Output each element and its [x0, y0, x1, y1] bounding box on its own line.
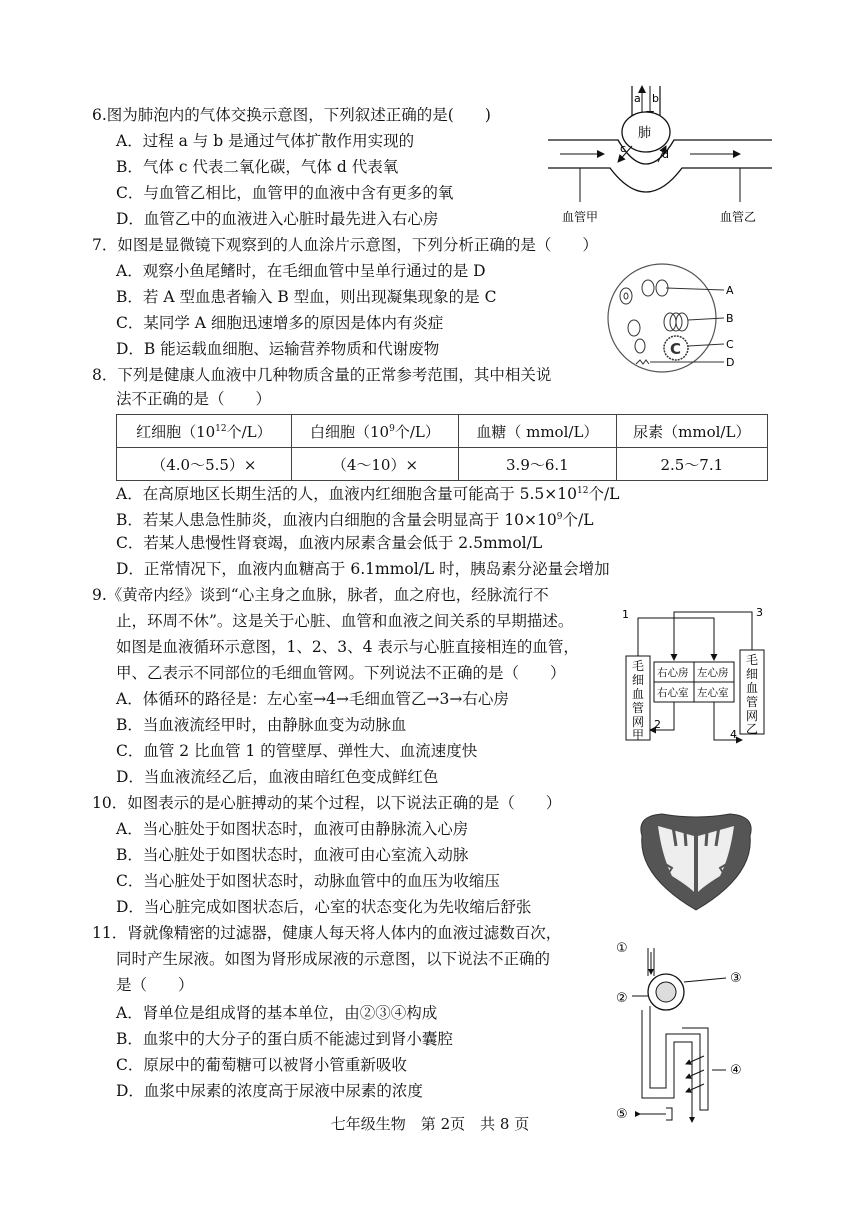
page-footer: 七年级生物 第 2页 共 8 页	[330, 1115, 530, 1133]
net-yi-char-6: 乙	[746, 722, 759, 736]
marker-5: ⑤	[616, 1107, 628, 1122]
marker-4: ④	[730, 1063, 742, 1078]
value-glucose: 3.9～6.1	[459, 448, 616, 481]
net-yi-char-3: 血	[746, 681, 759, 695]
q7-option-c: C．某同学 A 细胞迅速增多的原因是体内有炎症	[116, 314, 444, 332]
vessel-2: 2	[654, 718, 661, 731]
q11-option-d: D．血浆中尿素的浓度高于尿液中尿素的浓度	[116, 1082, 423, 1100]
net-jia-char-3: 血	[632, 687, 645, 701]
q8-stem-line2: 法不正确的是（ ）	[116, 390, 272, 408]
net-jia-char-5: 网	[632, 715, 645, 729]
q6-option-d: D．血管乙中的血液进入心脏时最先进入右心房	[116, 210, 439, 228]
reference-range-table	[116, 414, 768, 481]
label-C: C	[726, 338, 734, 351]
q11-option-b: B．血浆中的大分子的蛋白质不能滤过到肾小囊腔	[116, 1030, 453, 1048]
label-vessel-jia: 血管甲	[562, 210, 599, 224]
net-yi-char-5: 网	[746, 709, 759, 723]
q9-option-b: B．当血液流经甲时，由静脉血变为动脉血	[116, 716, 407, 734]
q8-option-c: C．若某人患慢性肾衰竭，血液内尿素含量会低于 2.5mmol/L	[116, 534, 543, 552]
value-urea: 2.5～7.1	[616, 448, 767, 481]
q11-stem-line1: 11．肾就像精密的过滤器，健康人每天将人体内的血液过滤数百次，	[92, 924, 562, 942]
q6-option-b: B．气体 c 代表二氧化碳，气体 d 代表氧	[116, 158, 399, 176]
cell-c-glyph: C	[670, 340, 682, 358]
label-D: D	[726, 356, 735, 369]
vessel-4: 4	[730, 728, 737, 741]
net-yi-char-1: 毛	[746, 653, 759, 667]
label-a: a	[634, 92, 641, 105]
table-value-row	[117, 448, 768, 481]
q10-stem: 10．如图表示的是心脏搏动的某个过程，以下说法正确的是（ ）	[92, 794, 562, 812]
q11-stem-line3: 是（ ）	[116, 976, 194, 994]
net-yi-char-4: 管	[746, 695, 759, 709]
left-ventricle: 左心室	[697, 687, 729, 699]
label-d: d	[662, 148, 669, 161]
left-atrium: 左心房	[697, 667, 729, 679]
value-wbc: （4～10）×	[291, 448, 458, 481]
marker-3: ③	[730, 971, 742, 986]
q6-stem: 6.图为肺泡内的气体交换示意图，下列叙述正确的是( )	[92, 106, 491, 124]
q10-option-c: C．当心脏处于如图状态时，动脉血管中的血压为收缩压	[116, 872, 500, 890]
q10-option-b: B．当心脏处于如图状态时，血液可由心室流入动脉	[116, 846, 469, 864]
net-jia-char-4: 管	[632, 701, 645, 715]
alveolus-gas-exchange-figure	[540, 78, 780, 228]
q7-option-a: A．观察小鱼尾鳍时，在毛细血管中呈单行通过的是 D	[116, 262, 486, 280]
header-wbc: 白细胞（$10^9$个/L）	[291, 415, 458, 448]
right-atrium: 右心房	[657, 667, 689, 679]
q7-option-b: B．若 A 型血患者输入 B 型血，则出现凝集现象的是 C	[116, 288, 497, 306]
header-glucose: 血糖（ mmol/L）	[459, 415, 616, 448]
vessel-3: 3	[756, 606, 763, 619]
marker-1: ①	[616, 941, 628, 956]
q7-option-d: D．B 能运载血细胞、运输营养物质和代谢废物	[116, 340, 440, 358]
q10-option-d: D．当心脏完成如图状态后，心室的状态变化为先收缩后舒张	[116, 898, 532, 916]
right-ventricle: 右心室	[657, 687, 689, 699]
net-jia-char-1: 毛	[632, 659, 645, 673]
q8-option-d: D．正常情况下，血液内血糖高于 6.1mmol/L 时，胰岛素分泌量会增加	[116, 560, 610, 578]
header-rbc: 红细胞（$10^{12}$个/L）	[117, 415, 292, 448]
q9-stem-line2: 止，环周不休”。这是关于心脏、血管和血液之间关系的早期描述。	[116, 612, 574, 630]
q9-option-a: A．体循环的路径是：左心室→4→毛细血管乙→3→右心房	[116, 690, 509, 708]
nephron-figure	[612, 938, 762, 1132]
q9-stem-line3: 如图是血液循环示意图，1、2、3、4 表示与心脏直接相连的血管，	[116, 638, 579, 656]
vessel-1: 1	[622, 608, 629, 621]
label-lung: 肺	[638, 126, 652, 141]
label-B: B	[726, 312, 734, 325]
q11-stem-line2: 同时产生尿液。如图为肾形成尿液的示意图，以下说法不正确的	[116, 950, 551, 968]
blood-smear-figure	[600, 258, 760, 378]
q9-stem-line1: 9.《黄帝内经》谈到“心主身之血脉，脉者，血之府也，经脉流行不	[92, 586, 549, 604]
q8-option-b: B．若某人患急性肺炎，血液内白细胞的含量会明显高于 $10\times 10^9$个/L	[116, 511, 594, 530]
net-yi-char-2: 细	[746, 667, 759, 681]
q6-option-c: C．与血管乙相比，血管甲的血液中含有更多的氧	[116, 184, 454, 202]
q7-stem: 7．如图是显微镜下观察到的人血涂片示意图，下列分析正确的是（ ）	[92, 236, 598, 254]
marker-2: ②	[616, 991, 628, 1006]
net-jia-char-2: 细	[632, 673, 645, 687]
q9-option-c: C．血管 2 比血管 1 的管壁厚、弹性大、血流速度快	[116, 742, 478, 760]
q8-stem-line1: 8．下列是健康人血液中几种物质含量的正常参考范围，其中相关说	[92, 366, 552, 384]
q9-option-d: D．当血液流经乙后，血液由暗红色变成鲜红色	[116, 768, 439, 786]
heart-beat-figure	[632, 806, 760, 916]
q8-option-a: A．在高原地区长期生活的人，血液内红细胞含量可能高于 $5.5\times 10^{12}$个/L	[116, 485, 620, 504]
label-vessel-yi: 血管乙	[720, 210, 757, 224]
q6-option-a: A．过程 a 与 b 是通过气体扩散作用实现的	[116, 132, 415, 150]
q10-option-a: A．当心脏处于如图状态时，血液可由静脉流入心房	[116, 820, 469, 838]
net-jia-char-6: 甲	[632, 728, 645, 742]
value-rbc: （4.0～5.5）×	[117, 448, 292, 481]
label-A: A	[726, 284, 734, 297]
table-header-row	[117, 415, 768, 448]
label-c: c	[620, 142, 627, 155]
q11-option-a: A．肾单位是组成肾的基本单位，由②③④构成	[116, 1004, 438, 1022]
blood-circulation-figure	[620, 606, 772, 746]
label-b: b	[652, 92, 659, 105]
header-urea: 尿素（mmol/L）	[616, 415, 767, 448]
q11-option-c: C．原尿中的葡萄糖可以被肾小管重新吸收	[116, 1056, 407, 1074]
q9-stem-line4: 甲、乙表示不同部位的毛细血管网。下列说法不正确的是（ ）	[116, 664, 566, 682]
